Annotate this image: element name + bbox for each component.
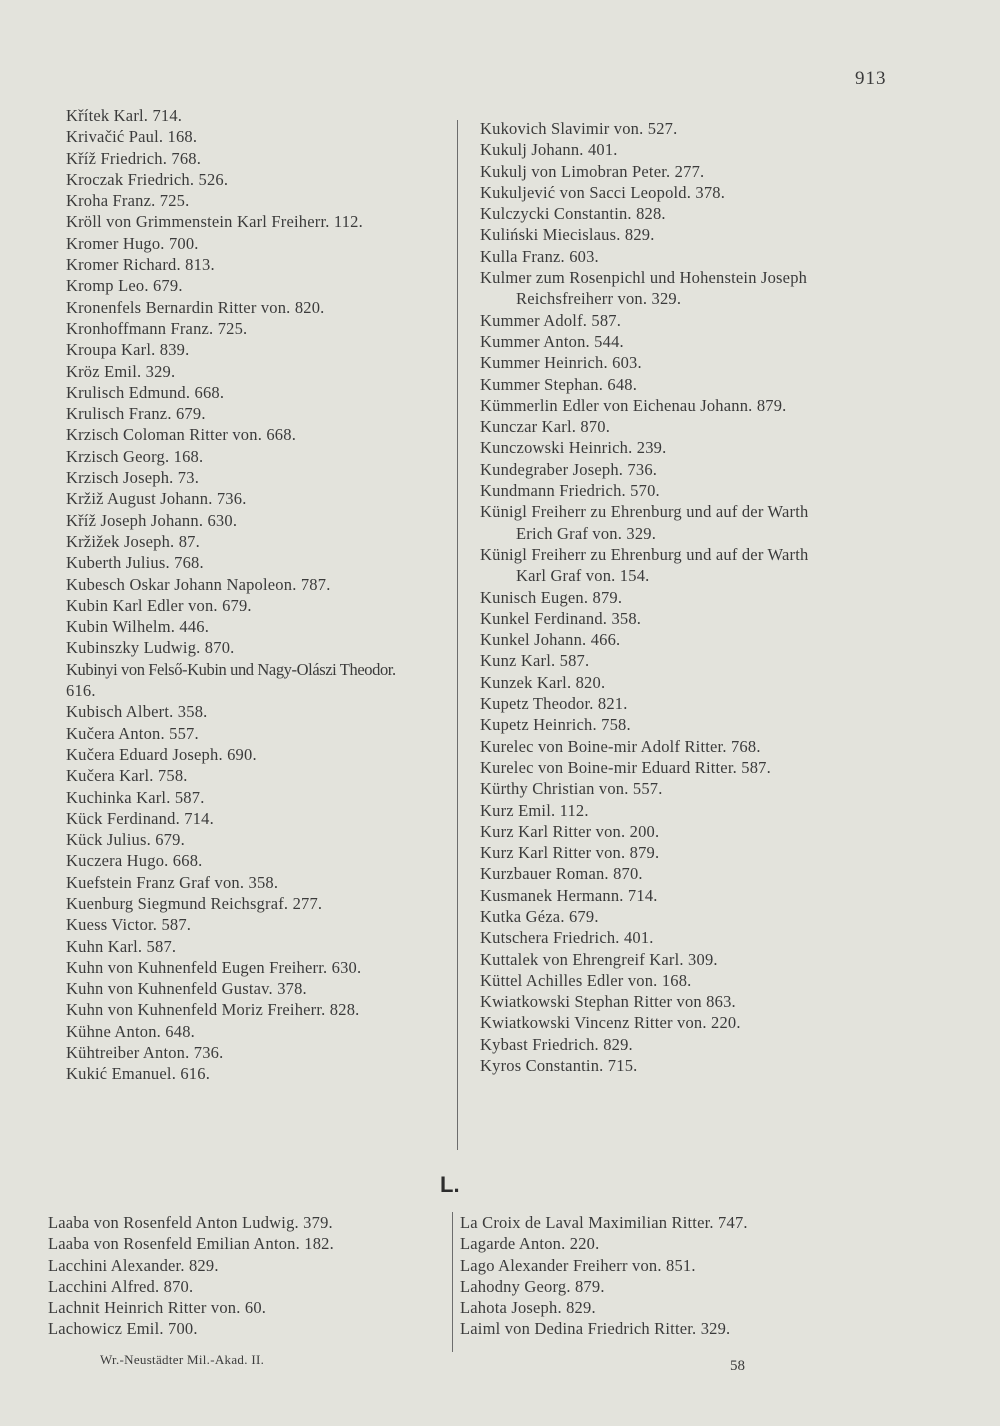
index-entry: Kummer Stephan. 648. bbox=[480, 374, 638, 394]
index-entry: Künigl Freiherr zu Ehrenburg und auf der Warth bbox=[480, 502, 809, 522]
index-entry: Kunczowski Heinrich. 239. bbox=[480, 438, 667, 458]
index-entry: Kurz Emil. 112. bbox=[480, 800, 589, 820]
index-column-bottom-right bbox=[460, 1212, 890, 1340]
index-entry: Kuberth Julius. 768. bbox=[66, 553, 204, 573]
index-entry: Kuczera Hugo. 668. bbox=[66, 851, 203, 871]
index-entry-continuation: Karl Graf von. 154. bbox=[516, 566, 650, 586]
index-entry: Kronenfels Bernardin Ritter von. 820. bbox=[66, 297, 325, 317]
index-entry: Kühne Anton. 648. bbox=[66, 1021, 195, 1041]
index-entry: Laaba von Rosenfeld Anton Ludwig. 379. bbox=[48, 1213, 333, 1232]
index-entry: Kupetz Theodor. 821. bbox=[480, 694, 628, 714]
index-entry: Kröll von Grimmenstein Karl Freiherr. 112. bbox=[66, 212, 363, 232]
index-entry: Lago Alexander Freiherr von. 851. bbox=[460, 1255, 696, 1275]
index-entry: Lacchini Alfred. 870. bbox=[48, 1276, 194, 1296]
index-column-top-right bbox=[480, 118, 910, 1076]
index-entry: Kroha Franz. 725. bbox=[66, 191, 190, 211]
index-entry: Kupetz Heinrich. 758. bbox=[480, 715, 631, 735]
index-entry: Kunisch Eugen. 879. bbox=[480, 587, 623, 607]
index-entry: Kubesch Oskar Johann Napoleon. 787. bbox=[66, 574, 331, 594]
index-entry: Lachowicz Emil. 700. bbox=[48, 1319, 198, 1339]
index-entry: Kromer Richard. 813. bbox=[66, 255, 215, 275]
index-entry: Kržižek Joseph. 87. bbox=[66, 531, 200, 551]
index-entry: Kutschera Friedrich. 401. bbox=[480, 928, 654, 948]
index-entry: Künigl Freiherr zu Ehrenburg und auf der Warth bbox=[480, 544, 809, 564]
index-entry: Kwiatkowski Stephan Ritter von 863. bbox=[480, 992, 736, 1012]
index-entry: Kubinyi von Felső-Kubin und Nagy-Olászi Theodor. bbox=[66, 659, 396, 679]
index-entry: Kuhn von Kuhnenfeld Moriz Freiherr. 828. bbox=[66, 1000, 360, 1020]
index-entry: Kürthy Christian von. 557. bbox=[480, 779, 663, 799]
index-column-top-left bbox=[66, 105, 461, 1085]
index-entry: Kunczar Karl. 870. bbox=[480, 417, 611, 437]
index-entry: Lahodny Georg. 879. bbox=[460, 1276, 605, 1296]
index-entry: Kyros Constantin. 715. bbox=[480, 1056, 638, 1076]
index-entry: Kulla Franz. 603. bbox=[480, 246, 599, 266]
page-number: 913 bbox=[855, 68, 887, 89]
index-entry: Kubinszky Ludwig. 870. bbox=[66, 638, 235, 658]
index-entry: Kurzbauer Roman. 870. bbox=[480, 864, 643, 884]
index-entry: Kříž Joseph Johann. 630. bbox=[66, 510, 238, 530]
index-entry-continuation: Reichsfreiherr von. 329. bbox=[516, 289, 682, 309]
index-entry: Kröz Emil. 329. bbox=[66, 361, 176, 381]
index-entry: Kundegraber Joseph. 736. bbox=[480, 459, 658, 479]
index-entry: Kunzek Karl. 820. bbox=[480, 672, 606, 692]
printer-signature: Wr.-Neustädter Mil.-Akad. II. bbox=[100, 1352, 265, 1367]
sheet-number: 58 bbox=[730, 1358, 745, 1374]
index-entry: Kuhn von Kuhnenfeld Gustav. 378. bbox=[66, 979, 307, 999]
index-entry: Krzisch Joseph. 73. bbox=[66, 468, 200, 488]
index-entry: Kubin Karl Edler von. 679. bbox=[66, 595, 252, 615]
section-heading: L. bbox=[440, 1172, 460, 1197]
index-entry: Kutka Géza. 679. bbox=[480, 906, 599, 926]
index-entry: Kühtreiber Anton. 736. bbox=[66, 1043, 224, 1063]
index-entry: Kržiž August Johann. 736. bbox=[66, 489, 247, 509]
index-entry: Kunkel Johann. 466. bbox=[480, 630, 621, 650]
index-entry: Krulisch Edmund. 668. bbox=[66, 382, 225, 402]
index-entry: Krulisch Franz. 679. bbox=[66, 404, 206, 424]
index-entry: Küttel Achilles Edler von. 168. bbox=[480, 970, 692, 990]
index-entry: Kroupa Karl. 839. bbox=[66, 340, 190, 360]
index-entry: Kukulj Johann. 401. bbox=[480, 140, 618, 160]
index-entry: Kunkel Ferdinand. 358. bbox=[480, 608, 642, 628]
index-entry: Krzisch Coloman Ritter von. 668. bbox=[66, 425, 297, 445]
index-entry: Kromp Leo. 679. bbox=[66, 276, 183, 296]
index-entry: La Croix de Laval Maximilian Ritter. 747. bbox=[460, 1213, 748, 1232]
index-entry: Kummer Heinrich. 603. bbox=[480, 353, 642, 373]
index-entry: Kück Ferdinand. 714. bbox=[66, 808, 214, 828]
index-entry: Kück Julius. 679. bbox=[66, 830, 185, 850]
index-entry: Lacchini Alexander. 829. bbox=[48, 1255, 219, 1275]
index-entry: Kubin Wilhelm. 446. bbox=[66, 617, 210, 637]
index-entry: Kříž Friedrich. 768. bbox=[66, 148, 202, 168]
column-divider bbox=[452, 1212, 453, 1352]
index-entry: Kümmerlin Edler von Eichenau Johann. 879. bbox=[480, 395, 787, 415]
index-entry: Kukić Emanuel. 616. bbox=[66, 1064, 211, 1084]
index-entry: Kuhn Karl. 587. bbox=[66, 936, 177, 956]
index-entry: Lagarde Anton. 220. bbox=[460, 1234, 600, 1254]
index-entry: Kuttalek von Ehrengreif Karl. 309. bbox=[480, 949, 718, 969]
index-entry: Kukulj von Limobran Peter. 277. bbox=[480, 161, 705, 181]
index-entry: Kuenburg Siegmund Reichsgraf. 277. bbox=[66, 893, 323, 913]
index-entry: Kronhoffmann Franz. 725. bbox=[66, 318, 248, 338]
index-entry: Kundmann Friedrich. 570. bbox=[480, 481, 660, 501]
index-entry: Kwiatkowski Vincenz Ritter von. 220. bbox=[480, 1013, 741, 1033]
index-entry: Kukovich Slavimir von. 527. bbox=[480, 119, 678, 138]
index-entry: Krivačić Paul. 168. bbox=[66, 127, 198, 147]
index-entry: Kurelec von Boine-mir Adolf Ritter. 768. bbox=[480, 736, 761, 756]
index-entry: Kurz Karl Ritter von. 879. bbox=[480, 843, 660, 863]
index-entry: Kummer Anton. 544. bbox=[480, 331, 624, 351]
index-entry: Lahota Joseph. 829. bbox=[460, 1298, 596, 1318]
index-entry-continuation: Erich Graf von. 329. bbox=[516, 523, 657, 543]
index-entry: Kunz Karl. 587. bbox=[480, 651, 590, 671]
index-entry: Kusmanek Hermann. 714. bbox=[480, 885, 658, 905]
index-entry: Kulczycki Constantin. 828. bbox=[480, 204, 666, 224]
column-divider bbox=[457, 120, 458, 1150]
index-entry: Kukuljević von Sacci Leopold. 378. bbox=[480, 182, 726, 202]
index-entry: Kybast Friedrich. 829. bbox=[480, 1034, 633, 1054]
index-entry: Kuliński Miecislaus. 829. bbox=[480, 225, 655, 245]
index-entry: Kuhn von Kuhnenfeld Eugen Freiherr. 630. bbox=[66, 957, 362, 977]
index-entry: Kuefstein Franz Graf von. 358. bbox=[66, 872, 279, 892]
index-entry: Kuess Victor. 587. bbox=[66, 915, 192, 935]
index-entry: Kučera Karl. 758. bbox=[66, 766, 188, 786]
index-entry: Kučera Anton. 557. bbox=[66, 723, 199, 743]
index-column-bottom-left bbox=[48, 1212, 448, 1340]
index-entry: Kummer Adolf. 587. bbox=[480, 310, 622, 330]
index-entry: Kroczak Friedrich. 526. bbox=[66, 169, 229, 189]
index-entry: Lachnit Heinrich Ritter von. 60. bbox=[48, 1298, 267, 1318]
index-entry: Krzisch Georg. 168. bbox=[66, 446, 204, 466]
index-entry: Laaba von Rosenfeld Emilian Anton. 182. bbox=[48, 1234, 334, 1254]
index-entry: Kromer Hugo. 700. bbox=[66, 233, 199, 253]
index-entry: Laiml von Dedina Friedrich Ritter. 329. bbox=[460, 1319, 731, 1339]
index-entry: Kučera Eduard Joseph. 690. bbox=[66, 744, 257, 764]
index-entry: Křítek Karl. 714. bbox=[66, 106, 183, 125]
index-entry: Kurelec von Boine-mir Eduard Ritter. 587. bbox=[480, 757, 771, 777]
index-entry: Kuchinka Karl. 587. bbox=[66, 787, 205, 807]
index-entry: Kubisch Albert. 358. bbox=[66, 702, 208, 722]
index-entry-continuation: 616. bbox=[66, 681, 96, 701]
index-entry: Kulmer zum Rosenpichl und Hohenstein Joseph bbox=[480, 268, 808, 288]
index-entry: Kurz Karl Ritter von. 200. bbox=[480, 821, 660, 841]
